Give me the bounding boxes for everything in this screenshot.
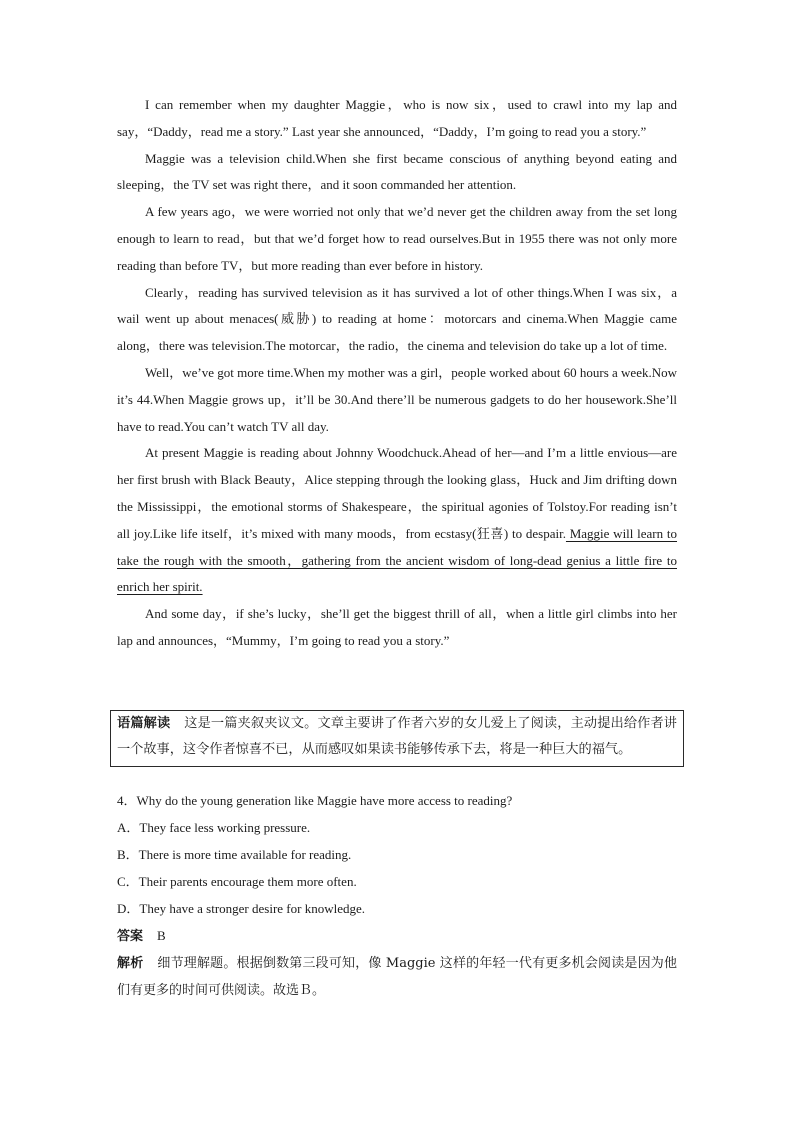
paragraph-text: Maggie was a television child.When she first became conscious of anything beyond eating and sleeping，the TV set was right there，and it soon commanded her attention. — [117, 150, 677, 193]
question-number: 4． — [117, 793, 137, 808]
option-text: They face less working pressure. — [139, 820, 311, 835]
paragraph-5 — [117, 360, 677, 440]
paragraph-2 — [117, 146, 677, 200]
paragraph-text: Well，we’ve got more time.When my mother was a girl，people worked about 60 hours a week.Now it’s 44.When Maggie grows up，it’ll be 30.And there’ll be numerous gadgets to do her housework.She’ll have to read.You can’t watch TV all day. — [117, 364, 677, 434]
paragraph-text: And some day，if she’s lucky，she’ll get the biggest thrill of all，when a little girl climbs into her lap and announces，“Mummy，I’m going to read you a story.” — [117, 606, 677, 648]
option-letter: D． — [117, 901, 140, 916]
paragraph-text: Clearly，reading has survived television as it has survived a lot of other things.When I was six，a wail went up about menaces(威胁) to reading at home：motorcars and cinema.When Maggie came along，there was television.The motorcar，the radio，the cinema and television do take up a lot of time. — [117, 284, 677, 354]
option-text: Their parents encourage them more often. — [138, 874, 357, 889]
question-text: Why do the young generation like Maggie have more access to reading? — [136, 793, 513, 808]
paragraph-text: I can remember when my daughter Maggie，who is now six，used to crawl into my lap and say，“Daddy，read me a story.” Last year she announced，“Daddy，I’m going to read you a story.” — [117, 97, 677, 139]
option-a — [117, 814, 677, 841]
option-d — [117, 895, 677, 922]
paragraph-4 — [117, 280, 677, 360]
paragraph-text: A few years ago，we were worried not only that we’d never get the children away from the set long enough to learn to read，but that we’d forget how to read ourselves.But in 1955 there was not only more reading than before TV，but more reading than ever before in history. — [117, 204, 677, 273]
paragraph-1 — [117, 92, 677, 146]
question-4 — [117, 787, 677, 1004]
option-letter: A． — [117, 820, 140, 835]
summary-label: 语篇解读 — [117, 716, 171, 731]
option-letter: B． — [117, 847, 139, 862]
analysis-text: 细节理解题。根据倒数第三段可知，像 Maggie 这样的年轻一代有更多机会阅读是因为他们有更多的时间可供阅读。故选Ｂ。 — [117, 956, 677, 998]
reading-passage — [117, 92, 677, 655]
underlined-sentence: Maggie will learn to take the rough with the smooth，gathering from the ancient wisdom of long-dead genius a little fire to enrich her spirit. — [117, 525, 678, 595]
summary-text: 这是一篇夹叙夹议文。文章主要讲了作者六岁的女儿爱上了阅读，主动提出给作者讲一个故事，这令作者惊喜不已，从而感叹如果读书能够传承下去，将是一种巨大的福气。 — [117, 716, 677, 757]
answer-label: 答案 — [117, 929, 144, 944]
question-stem — [117, 787, 677, 814]
answer-value: B — [157, 928, 166, 943]
analysis-paragraph — [117, 950, 677, 1004]
option-text: There is more time available for reading. — [138, 847, 352, 862]
analysis-label: 解析 — [117, 956, 144, 971]
answer-line — [117, 922, 677, 950]
paragraph-text: At present Maggie is reading about Johnny Woodchuck.Ahead of her—and I’m a little envious—are her first brush with Black Beauty，Alice stepping through the looking glass，Huck and Jim drifting down the Mississippi，the emotional storms of Shakespeare，the spiritual agonies of Tolstoy.For reading isn’t all joy.Like life itself，it’s mixed with many moods，from ecstasy(狂喜) to despair. — [117, 445, 677, 541]
passage-summary-box — [110, 710, 684, 767]
option-text: They have a stronger desire for knowledge. — [139, 901, 365, 916]
paragraph-3 — [117, 199, 677, 279]
option-c — [117, 868, 677, 895]
option-letter: C． — [117, 874, 139, 889]
paragraph-6 — [117, 440, 677, 601]
option-b — [117, 841, 677, 868]
paragraph-7 — [117, 601, 677, 655]
